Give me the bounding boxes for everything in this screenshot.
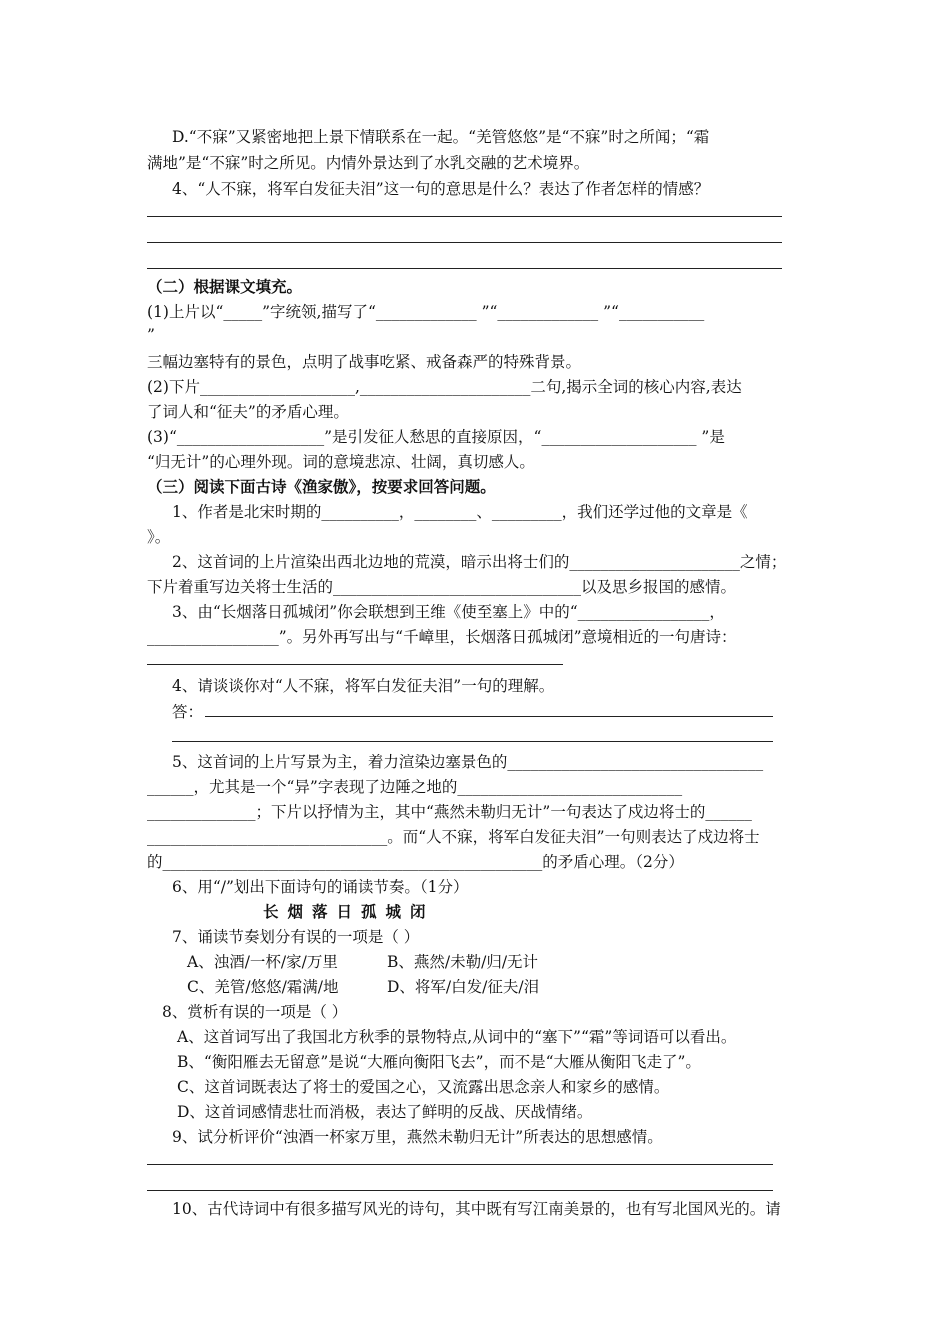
- answer-line[interactable]: [172, 741, 773, 742]
- s3-q9: 9、试分析评价“浊酒一杯家万里，燕然未勒归无计”所表达的思想感情。: [172, 1128, 663, 1146]
- s3-q8-option-a[interactable]: A、这首词写出了我国北方秋季的景物特点,从词中的“塞下”“霜”等词语可以看出。: [177, 1028, 737, 1046]
- s3-q7: 7、诵读节奏划分有误的一项是（ ）: [172, 928, 420, 946]
- answer-line[interactable]: [147, 1164, 773, 1165]
- s3-q7-option-d[interactable]: D、将军/白发/征夫/泪: [387, 978, 540, 996]
- q1-option-d-line2: 满地”是“不寐”时之所见。内情外景达到了水乳交融的艺术境界。: [147, 154, 590, 172]
- section2-line6: (3)“___________________”是引发征人愁思的直接原因，“____________________ ”是: [147, 428, 725, 446]
- answer-line[interactable]: [147, 216, 782, 217]
- s3-q8: 8、赏析有误的一项是（ ）: [162, 1003, 348, 1021]
- s3-q4: 4、请谈谈你对“人不寐，将军白发征夫泪”一句的理解。: [172, 677, 555, 695]
- s3-q7-option-a[interactable]: A、浊酒/一杯/家/万里: [187, 953, 338, 971]
- answer-line[interactable]: [147, 242, 782, 243]
- s3-q1-line2: 》。: [147, 528, 171, 546]
- section2-line2: ”: [147, 326, 155, 344]
- s3-q8-option-d[interactable]: D、这首词感情悲壮而消极，表达了鲜明的反战、厌战情绪。: [177, 1103, 593, 1121]
- q1-option-d-line1: D.“不寐”又紧密地把上景下情联系在一起。“羌管悠悠”是“不寐”时之所闻；“霜: [172, 128, 710, 146]
- s3-q7-option-b[interactable]: B、燕然/未勒/归/无计: [387, 953, 539, 971]
- s3-q2-line2: 下片着重写边关将士生活的________________________________以及思乡报国的感情。: [147, 578, 737, 596]
- s3-q5-line4: _______________________________。而“人不寐，将军白发征夫泪”一句则表达了戍边将士: [147, 828, 760, 846]
- q1-item4: 4、“人不寐，将军白发征夫泪”这一句的意思是什么？表达了作者怎样的情感？: [172, 180, 710, 198]
- s3-q5-line2: ______，尤其是一个“异”字表现了边陲之地的_____________________________: [147, 778, 683, 796]
- section3-heading: （三）阅读下面古诗《渔家傲》，按要求回答问题。: [147, 477, 496, 496]
- section2-line4: (2)下片____________________,______________________二句,揭示全词的核心内容,表达: [147, 378, 742, 396]
- answer-line[interactable]: [147, 1190, 773, 1191]
- answer-line[interactable]: [147, 664, 563, 665]
- s3-q8-option-b[interactable]: B、“衡阳雁去无留意”是说“大雁向衡阳飞去”，而不是“大雁从衡阳飞走了”。: [177, 1053, 701, 1071]
- s3-q8-option-c[interactable]: C、这首词既表达了将士的爱国之心，又流露出思念亲人和家乡的感情。: [177, 1078, 670, 1096]
- section2-line1: (1)上片以“_____”字统领,描写了“_____________ ”“_____________ ”“___________: [147, 303, 705, 321]
- section2-heading: （二）根据课文填充。: [147, 277, 303, 296]
- s3-q2-line1: 2、这首词的上片渲染出西北边地的荒漠，暗示出将士们的______________________之情；: [172, 553, 787, 571]
- section2-line7: “归无计”的心理外现。词的意境悲凉、壮阔，真切感人。: [147, 453, 535, 471]
- s3-q4-answer-label: 答：: [172, 703, 204, 721]
- s3-q5-line1: 5、这首词的上片写景为主，着力渲染边塞景色的_________________________________: [172, 753, 764, 771]
- section2-line3: 三幅边塞特有的景色，点明了战事吃紧、戒备森严的特殊背景。: [147, 353, 582, 371]
- s3-q1-line1: 1、作者是北宋时期的__________，________、_________，我们还学过他的文章是《: [172, 503, 748, 521]
- s3-q6: 6、用“/”划出下面诗句的诵读节奏。（1分）: [172, 878, 469, 896]
- s3-q10: 10、古代诗词中有很多描写风光的诗句，其中既有写江南美景的，也有写北国风光的。请: [172, 1200, 781, 1218]
- s3-q5-line5: 的_________________________________________________的矛盾心理。（2分）: [147, 853, 684, 871]
- s3-q5-line3: ______________；下片以抒情为主，其中“燕然未勒归无计”一句表达了戍边将士的______: [147, 803, 752, 821]
- s3-q3-line1: 3、由“长烟落日孤城闭”你会联想到王维《使至塞上》中的“_________________，: [172, 603, 725, 621]
- s3-q7-option-c[interactable]: C、羌管/悠悠/霜满/地: [187, 978, 339, 996]
- s3-q6-poem-line: 长烟落日孤城闭: [263, 902, 435, 921]
- s3-q3-line2: _________________”。另外再写出与“千嶂里，长烟落日孤城闭”意境相近的一句唐诗：: [147, 628, 737, 646]
- answer-line[interactable]: [147, 268, 782, 269]
- answer-line[interactable]: [205, 716, 773, 717]
- section2-line5: 了词人和“征夫”的矛盾心理。: [147, 403, 349, 421]
